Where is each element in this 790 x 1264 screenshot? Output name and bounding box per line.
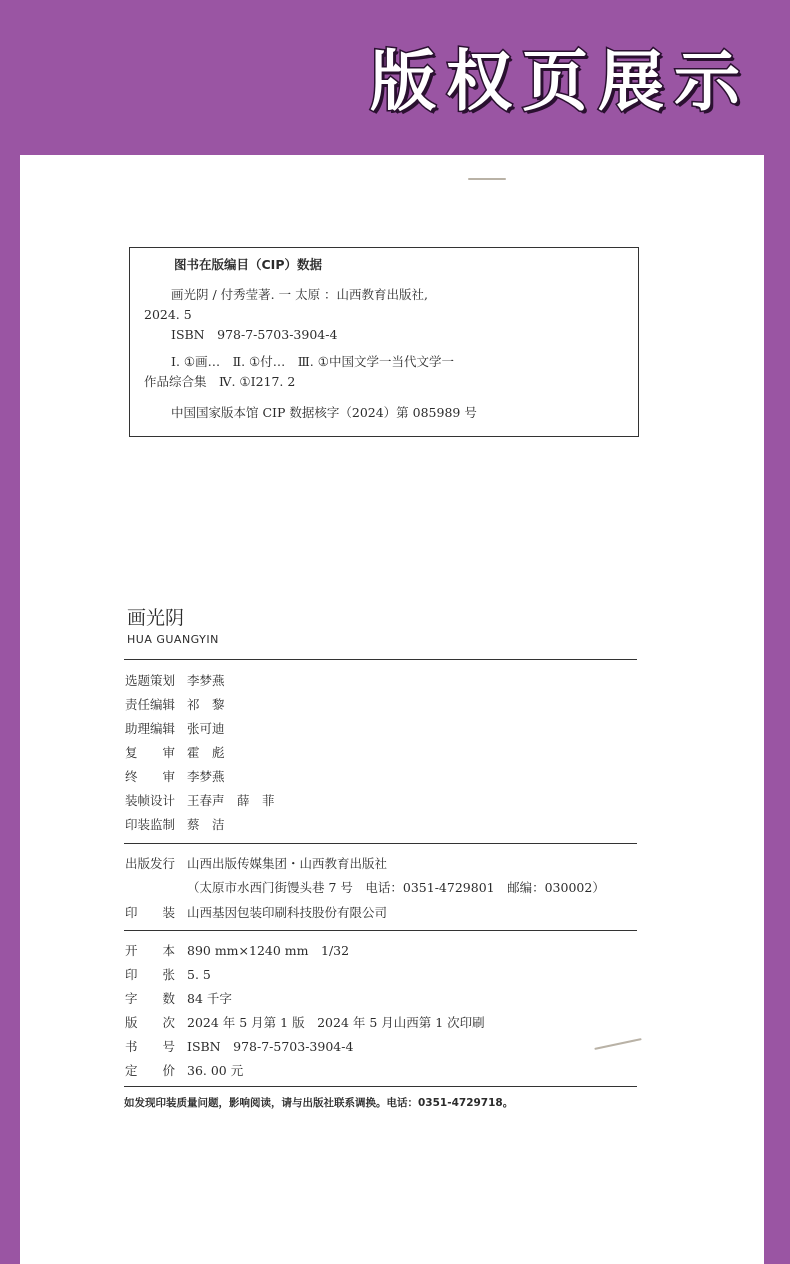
cip-line: 2024. 5 — [144, 307, 192, 322]
book-title: 画光阴 — [127, 607, 185, 629]
divider — [124, 1086, 637, 1087]
spec-label: 开 本 — [125, 943, 176, 958]
spec-row — [125, 941, 349, 959]
publisher-address: （太原市水西门街馒头巷 7 号 电话：0351-4729801 邮编：030002） — [187, 880, 605, 895]
cip-data-box — [129, 247, 639, 437]
cip-line: 中国国家版本馆 CIP 数据核字（2024）第 085989 号 — [171, 405, 477, 420]
credit-label: 选题策划 — [125, 673, 176, 688]
spec-value: ISBN 978-7-5703-3904-4 — [187, 1039, 354, 1054]
cip-line: Ⅰ. ①画… Ⅱ. ①付… Ⅲ. ①中国文学一当代文学一 — [171, 354, 454, 369]
spec-value: 890 mm×1240 mm 1/32 — [187, 943, 350, 958]
spec-row — [125, 1013, 485, 1031]
divider — [124, 930, 637, 931]
spec-value: 84 千字 — [187, 991, 232, 1006]
publisher-label: 出版发行 — [125, 856, 176, 871]
cip-title: 图书在版编目（CIP）数据 — [174, 257, 322, 272]
book-title-pinyin: HUA GUANGYIN — [127, 633, 219, 646]
credit-row — [125, 671, 225, 689]
credit-value: 李梦燕 — [187, 769, 225, 784]
publisher-value: 山西出版传媒集团・山西教育出版社 — [187, 856, 388, 871]
spec-value: 2024 年 5 月第 1 版 2024 年 5 月山西第 1 次印刷 — [187, 1015, 485, 1030]
credit-label: 印装监制 — [125, 817, 176, 832]
credit-value: 王春声 薛 菲 — [187, 793, 275, 808]
cip-line: ISBN 978-7-5703-3904-4 — [171, 327, 338, 342]
cip-line: 画光阴 / 付秀莹著. 一 太原 ：山西教育出版社, — [171, 287, 429, 302]
credit-value: 张可迪 — [187, 721, 225, 736]
cip-line: 作品综合集 Ⅳ. ①I217. 2 — [144, 374, 296, 389]
spec-value: 36. 00 元 — [187, 1063, 244, 1078]
credit-value: 李梦燕 — [187, 673, 225, 688]
spec-row — [125, 1037, 353, 1055]
copyright-page — [20, 155, 764, 1264]
credit-row — [125, 815, 225, 833]
credit-row — [125, 695, 225, 713]
spec-label: 字 数 — [125, 991, 176, 1006]
publisher-row — [125, 854, 387, 872]
divider — [124, 843, 637, 844]
credit-value: 祁 黎 — [187, 697, 225, 712]
credit-row — [125, 791, 275, 809]
credit-value: 霍 彪 — [187, 745, 225, 760]
header-banner — [0, 0, 790, 155]
credit-row — [125, 719, 225, 737]
printer-label: 印 装 — [125, 905, 176, 920]
credit-label: 复 审 — [125, 745, 176, 760]
credit-row — [125, 767, 225, 785]
paper-speck — [594, 1038, 641, 1050]
credit-row — [125, 743, 225, 761]
spec-row — [125, 965, 211, 983]
banner-title: 版权页展示 — [370, 43, 750, 120]
spec-row — [125, 989, 232, 1007]
credit-label: 终 审 — [125, 769, 176, 784]
spec-label: 版 次 — [125, 1015, 176, 1030]
divider — [124, 659, 637, 660]
paper-speck — [468, 178, 506, 180]
printer-row — [125, 903, 387, 921]
spec-label: 定 价 — [125, 1063, 176, 1078]
spec-row — [125, 1061, 243, 1079]
quality-notice: 如发现印装质量问题，影响阅读，请与出版社联系调换。电话：0351-4729718。 — [124, 1097, 514, 1109]
printer-value: 山西基因包装印刷科技股份有限公司 — [187, 905, 388, 920]
spec-label: 印 张 — [125, 967, 176, 982]
credit-value: 蔡 洁 — [187, 817, 225, 832]
credit-label: 助理编辑 — [125, 721, 176, 736]
spec-value: 5. 5 — [187, 967, 211, 982]
credit-label: 装帧设计 — [125, 793, 176, 808]
credit-label: 责任编辑 — [125, 697, 176, 712]
spec-label: 书 号 — [125, 1039, 176, 1054]
